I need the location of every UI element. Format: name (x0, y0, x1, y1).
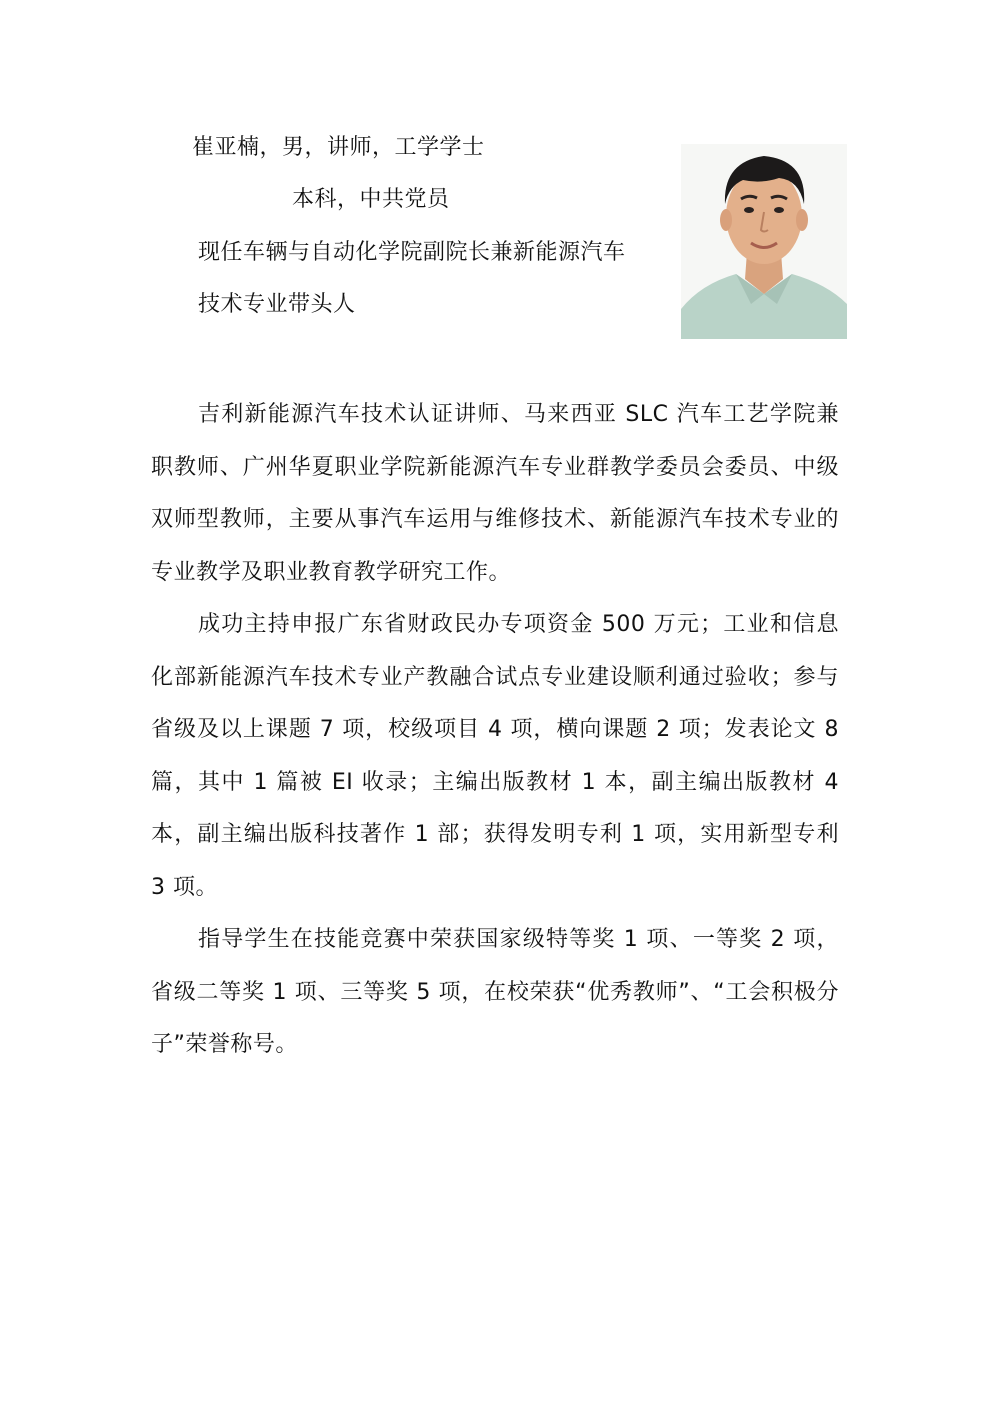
paragraph-3: 指导学生在技能竞赛中荣获国家级特等奖 1 项、一等奖 2 项，省级二等奖 1 项、三等奖 5 项，在校荣获“优秀教师”、“工会积极分子”荣誉称号。 (151, 927, 839, 1057)
paragraph-2: 成功主持申报广东省财政民办专项资金 500 万元；工业和信息化部新能源汽车技术专业产教融合试点专业建设顺利通过验收；参与省级及以上课题 7 项，校级项目 4 项，横向课题 2 项；发表论文 8 篇，其中 1 篇被 EI 收录；主编出版教材 1 本，副主编出版教材 4 本，副主编出版科技著作 1 部；获得发明专利 1 项，实用新型专利 3 项。 (151, 612, 839, 900)
position-line-2: 技术专业带头人 (198, 292, 356, 317)
paragraph-1: 吉利新能源汽车技术认证讲师、马来西亚 SLC 汽车工艺学院兼职教师、广州华夏职业学院新能源汽车专业群教学委员会委员、中级双师型教师，主要从事汽车运用与维修技术、新能源汽车技术专业的专业教学及职业教育教学研究工作。 (151, 402, 839, 585)
biography-body (151, 389, 839, 1072)
position-line-1: 现任车辆与自动化学院副院长兼新能源汽车 (198, 240, 626, 265)
education-party-line: 本科，中共党员 (292, 187, 450, 212)
name-title-line: 崔亚楠，男，讲师，工学学士 (192, 135, 485, 160)
portrait-photo (681, 144, 847, 339)
